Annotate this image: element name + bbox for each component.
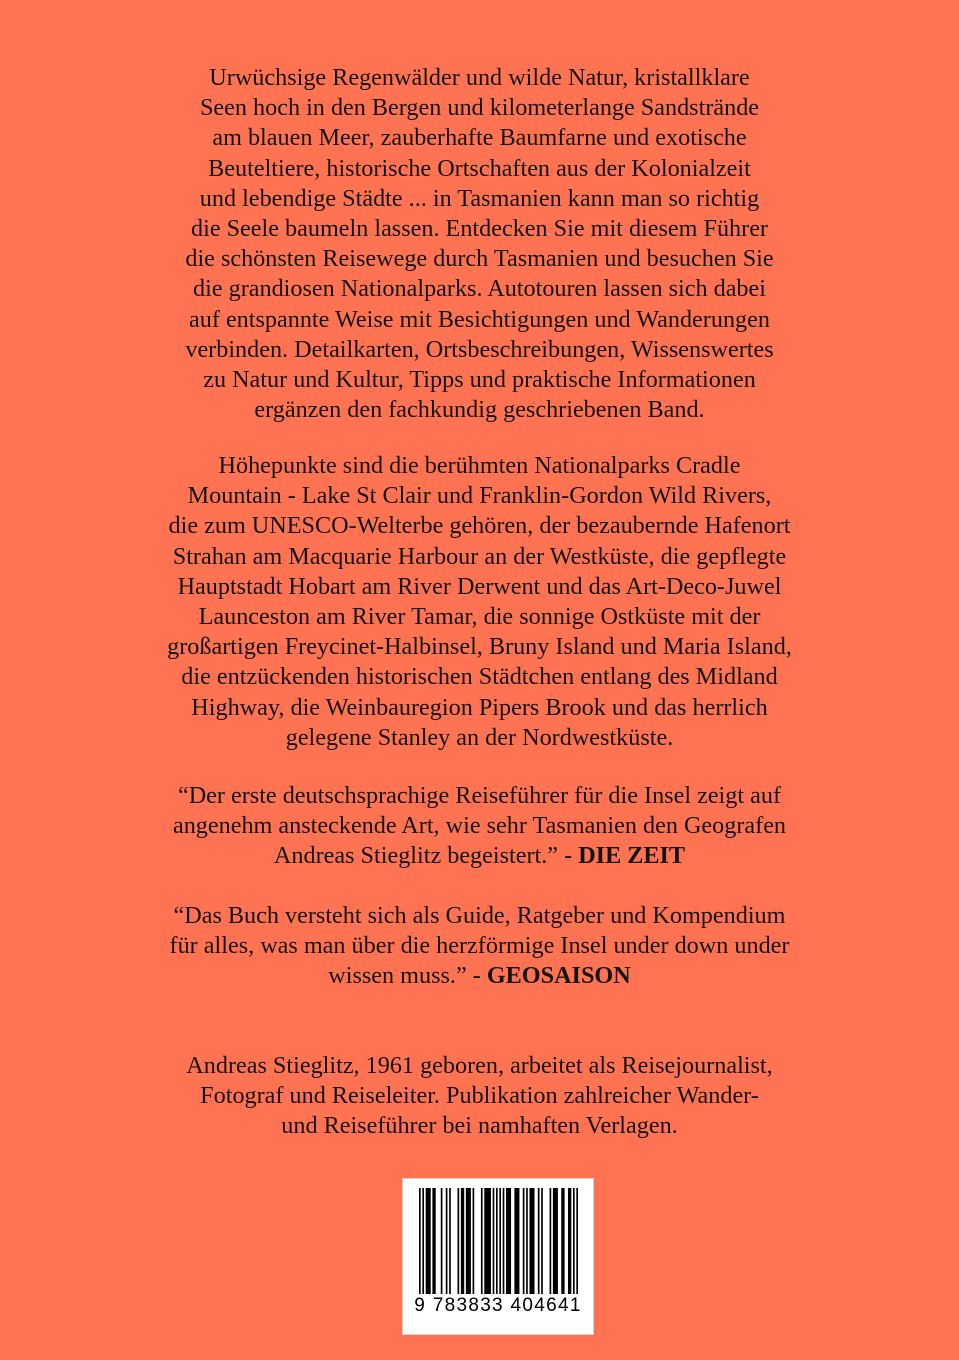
barcode-bar xyxy=(422,1188,424,1294)
intro-line: Beuteltiere, historische Ortschaften aus der Kolonialzeit xyxy=(208,154,751,182)
barcode-bar xyxy=(538,1188,540,1294)
intro-line: zu Natur und Kultur, Tipps und praktische Informationen xyxy=(203,366,756,394)
barcode-bar xyxy=(499,1188,501,1294)
barcode-bar xyxy=(523,1188,525,1294)
intro-line: die schönsten Reisewege durch Tasmanien und besuchen Sie xyxy=(185,245,774,273)
intro-line: verbinden. Detailkarten, Ortsbeschreibungen, Wissenswertes xyxy=(185,335,774,363)
barcode-bar xyxy=(466,1188,471,1294)
barcode-bar xyxy=(506,1188,511,1294)
intro-line: Urwüchsige Regenwälder und wilde Natur, kristallklare xyxy=(209,64,750,91)
quote-source: DIE ZEIT xyxy=(578,842,686,870)
quote-line: angenehm ansteckende Art, wie sehr Tasmanien den Geografen xyxy=(172,812,787,840)
author-bio-line: Fotograf und Reiseleiter. Publikation zahlreicher Wander- xyxy=(200,1082,759,1110)
highlights-line: Höhepunkte sind die berühmten Nationalparks Cradle xyxy=(218,452,741,479)
barcode-bar xyxy=(473,1188,475,1294)
highlights-line: großartigen Freycinet-Halbinsel, Bruny Island und Maria Island, xyxy=(167,633,792,661)
barcode-bar xyxy=(449,1188,451,1294)
barcode-bar xyxy=(561,1188,564,1294)
highlights-line: die zum UNESCO-Welterbe gehören, der bezaubernde Hafenort xyxy=(168,512,791,540)
highlights-line: Launceston am River Tamar, die sonnige Ostküste mit der xyxy=(198,603,761,631)
intro-line: Seen hoch in den Bergen und kilometerlange Sandstrände xyxy=(199,94,760,122)
quote-line xyxy=(40,841,919,871)
quote-text: wissen muss.” - xyxy=(328,962,487,990)
quote-line xyxy=(40,961,919,991)
barcode-bar xyxy=(441,1188,443,1294)
highlights-line: Highway, die Weinbauregion Pipers Brook und das herrlich xyxy=(191,693,768,721)
highlights-line: Strahan am Macquarie Harbour an der Westküste, die gepflegte xyxy=(172,542,787,570)
barcode-bar xyxy=(432,1188,435,1294)
intro-line: ergänzen den fachkundig geschriebenen Band. xyxy=(254,396,705,424)
barcode-bar xyxy=(496,1188,498,1294)
quote-line: “Das Buch versteht sich als Guide, Ratgeber und Kompendium xyxy=(173,902,786,929)
isbn-barcode xyxy=(402,1178,594,1335)
barcode-bars xyxy=(419,1188,578,1294)
author-bio xyxy=(40,1051,919,1142)
barcode-bar xyxy=(493,1188,495,1294)
barcode-bar xyxy=(573,1188,575,1294)
barcode-bar xyxy=(503,1188,505,1294)
barcode-bar xyxy=(529,1188,534,1294)
review-quote-die-zeit xyxy=(40,781,919,872)
highlights-paragraph xyxy=(40,451,919,753)
intro-paragraph xyxy=(40,63,919,425)
barcode-bar xyxy=(461,1188,464,1294)
quote-text: Andreas Stieglitz begeistert.” - xyxy=(273,842,579,870)
highlights-line: die entzückenden historischen Städtchen entlang des Midland xyxy=(181,663,778,691)
review-quote-geosaison xyxy=(40,901,919,992)
barcode-bar xyxy=(526,1188,528,1294)
author-bio-line: Andreas Stieglitz, 1961 geboren, arbeitet als Reisejournalist, xyxy=(186,1052,773,1079)
author-bio-line: und Reiseführer bei namhaften Verlagen. xyxy=(281,1112,678,1140)
barcode-bar xyxy=(426,1188,431,1294)
barcode-bar xyxy=(568,1188,571,1294)
barcode-bar xyxy=(541,1188,543,1294)
highlights-line: gelegene Stanley an der Nordwestküste. xyxy=(285,723,674,751)
intro-line: auf entspannte Weise mit Besichtigungen und Wanderungen xyxy=(189,305,770,333)
quote-source: GEOSAISON xyxy=(486,962,631,990)
barcode-bar xyxy=(576,1188,578,1294)
barcode-bar xyxy=(446,1188,448,1294)
highlights-line: Hauptstadt Hobart am River Derwent und das Art-Deco-Juwel xyxy=(177,572,782,600)
quote-line: für alles, was man über die herzförmige Insel under down under xyxy=(169,932,790,960)
barcode-digits: 9 783833 404641 xyxy=(414,1295,582,1316)
barcode-bar xyxy=(457,1188,459,1294)
barcode-bar xyxy=(553,1188,558,1294)
barcode-bar xyxy=(484,1188,491,1294)
quote-line: “Der erste deutschsprachige Reiseführer für die Insel zeigt auf xyxy=(177,782,782,809)
barcode-bar xyxy=(419,1188,421,1294)
intro-line: die grandiosen Nationalparks. Autotouren lassen sich dabei xyxy=(193,275,766,303)
barcode-bar xyxy=(514,1188,519,1294)
barcode-bar xyxy=(550,1188,552,1294)
highlights-line: Mountain - Lake St Clair und Franklin-Gordon Wild Rivers, xyxy=(187,482,772,510)
barcode-bar xyxy=(481,1188,483,1294)
intro-line: am blauen Meer, zauberhafte Baumfarne und exotische xyxy=(212,124,747,152)
intro-line: die Seele baumeln lassen. Entdecken Sie mit diesem Führer xyxy=(191,215,768,243)
intro-line: und lebendige Städte ... in Tasmanien kann man so richtig xyxy=(199,184,760,212)
